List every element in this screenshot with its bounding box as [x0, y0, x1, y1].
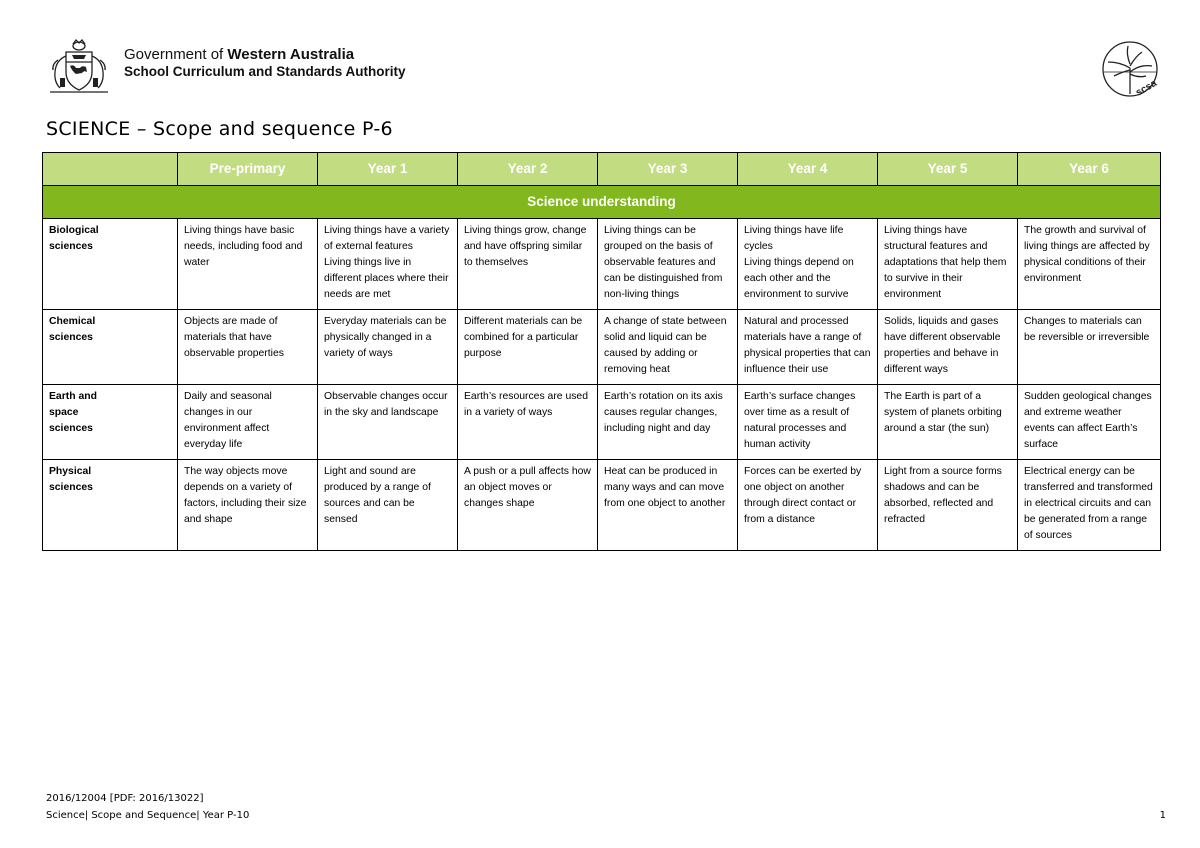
- content-cell: [318, 310, 458, 385]
- content-statement: The way objects move depends on a variety of factors, including their size and shape: [184, 466, 307, 525]
- year-header-year-6: Year 6: [1018, 153, 1161, 186]
- government-name: Government of Western Australia: [124, 46, 355, 63]
- strand-label: [43, 385, 178, 460]
- year-header-pre-primary: Pre-primary: [178, 153, 318, 186]
- content-cell: [738, 460, 878, 551]
- strand-label-line: sciences: [49, 423, 93, 434]
- strand-label-line: Chemical: [49, 316, 96, 327]
- content-statement: Earth’s rotation on its axis causes regular changes, including night and day: [604, 391, 723, 434]
- content-statement: Living things live in different places where their needs are met: [324, 257, 449, 300]
- table-row: [43, 385, 1161, 460]
- table-row: [43, 310, 1161, 385]
- content-cell: [598, 219, 738, 310]
- content-cell: [178, 460, 318, 551]
- content-cell: [178, 219, 318, 310]
- government-branding: [124, 46, 406, 80]
- content-cell: [1018, 219, 1161, 310]
- content-cell: [878, 460, 1018, 551]
- content-statement: Living things have life cycles: [744, 225, 844, 252]
- content-statement: Solids, liquids and gases have different observable properties and behave in different ways: [884, 316, 1001, 375]
- content-cell: [878, 385, 1018, 460]
- content-cell: [738, 385, 878, 460]
- content-statement: Different materials can be combined for a particular purpose: [464, 316, 583, 359]
- strand-label-line: Biological: [49, 225, 99, 236]
- content-statement: Earth’s surface changes over time as a result of natural processes and human activity: [744, 391, 856, 450]
- content-cell: [458, 460, 598, 551]
- content-cell: [178, 310, 318, 385]
- content-cell: [318, 460, 458, 551]
- content-statement: Changes to materials can be reversible or irreversible: [1024, 316, 1150, 343]
- document-name: Science| Scope and Sequence| Year P-10: [46, 810, 250, 821]
- content-statement: Light from a source forms shadows and can be absorbed, reflected and refracted: [884, 466, 1002, 525]
- content-statement: Living things have structural features and adaptations that help them to survive in their environment: [884, 225, 1007, 300]
- year-header-year-1: Year 1: [318, 153, 458, 186]
- year-header-row: [43, 153, 1161, 186]
- content-cell: [878, 219, 1018, 310]
- document-reference: 2016/12004 [PDF: 2016/13022]: [46, 793, 204, 804]
- page-header: [46, 38, 1166, 98]
- content-statement: Everyday materials can be physically changed in a variety of ways: [324, 316, 447, 359]
- content-statement: Living things depend on each other and the environment to survive: [744, 257, 854, 300]
- content-statement: Natural and processed materials have a range of physical properties that can influence their use: [744, 316, 871, 375]
- page-footer: [46, 790, 1166, 824]
- content-statement: A push or a pull affects how an object moves or changes shape: [464, 466, 591, 509]
- content-cell: [738, 310, 878, 385]
- strand-label: [43, 219, 178, 310]
- content-cell: [1018, 460, 1161, 551]
- corner-cell: [43, 153, 178, 186]
- content-cell: [458, 219, 598, 310]
- content-statement: Observable changes occur in the sky and landscape: [324, 391, 448, 418]
- content-statement: Living things have a variety of external features: [324, 225, 450, 252]
- strand-label-line: Earth and: [49, 391, 97, 402]
- strand-label: [43, 310, 178, 385]
- content-statement: Electrical energy can be transferred and transformed in electrical circuits and can be generated from a range of sources: [1024, 466, 1153, 541]
- table-row: [43, 219, 1161, 310]
- strand-label-line: sciences: [49, 332, 93, 343]
- content-statement: Sudden geological changes and extreme weather events can affect Earth’s surface: [1024, 391, 1152, 450]
- content-cell: [598, 310, 738, 385]
- table-row: [43, 460, 1161, 551]
- content-statement: Forces can be exerted by one object on another through direct contact or from a distance: [744, 466, 862, 525]
- content-statement: The Earth is part of a system of planets orbiting around a star (the sun): [884, 391, 1002, 434]
- content-statement: Light and sound are produced by a range of sources and can be sensed: [324, 466, 431, 525]
- authority-name: School Curriculum and Standards Authority: [124, 64, 406, 79]
- year-header-year-2: Year 2: [458, 153, 598, 186]
- content-cell: [598, 385, 738, 460]
- content-cell: [458, 385, 598, 460]
- content-cell: [738, 219, 878, 310]
- content-cell: [318, 385, 458, 460]
- content-cell: [878, 310, 1018, 385]
- scsa-logo-text: scsa: [1134, 77, 1159, 99]
- content-cell: [458, 310, 598, 385]
- content-statement: The growth and survival of living things are affected by physical conditions of their environment: [1024, 225, 1150, 284]
- year-header-year-3: Year 3: [598, 153, 738, 186]
- year-header-year-5: Year 5: [878, 153, 1018, 186]
- year-header-year-4: Year 4: [738, 153, 878, 186]
- strand-label-line: Physical: [49, 466, 92, 477]
- scope-sequence-table: [42, 152, 1161, 551]
- page-title: SCIENCE – Scope and sequence P-6: [46, 118, 393, 140]
- content-cell: [1018, 310, 1161, 385]
- content-cell: [178, 385, 318, 460]
- content-statement: Objects are made of materials that have observable properties: [184, 316, 284, 359]
- content-statement: Heat can be produced in many ways and can move from one object to another: [604, 466, 726, 509]
- content-statement: Daily and seasonal changes in our environment affect everyday life: [184, 391, 272, 450]
- scsa-tree-logo: [1094, 38, 1166, 100]
- content-cell: [598, 460, 738, 551]
- section-header-row: [43, 186, 1161, 219]
- strand-label-line: space: [49, 407, 79, 418]
- strand-label-line: sciences: [49, 241, 93, 252]
- content-statement: Living things grow, change and have offspring similar to themselves: [464, 225, 587, 268]
- content-cell: [318, 219, 458, 310]
- content-statement: A change of state between solid and liquid can be caused by adding or removing heat: [604, 316, 727, 375]
- page-number: 1: [1159, 810, 1166, 821]
- strand-label: [43, 460, 178, 551]
- wa-coat-of-arms-logo: [46, 38, 112, 96]
- section-title: Science understanding: [43, 186, 1161, 219]
- content-statement: Earth’s resources are used in a variety of ways: [464, 391, 588, 418]
- content-statement: Living things have basic needs, including food and water: [184, 225, 303, 268]
- strand-label-line: sciences: [49, 482, 93, 493]
- content-cell: [1018, 385, 1161, 460]
- content-statement: Living things can be grouped on the basis of observable features and can be distinguished from non-living things: [604, 225, 723, 300]
